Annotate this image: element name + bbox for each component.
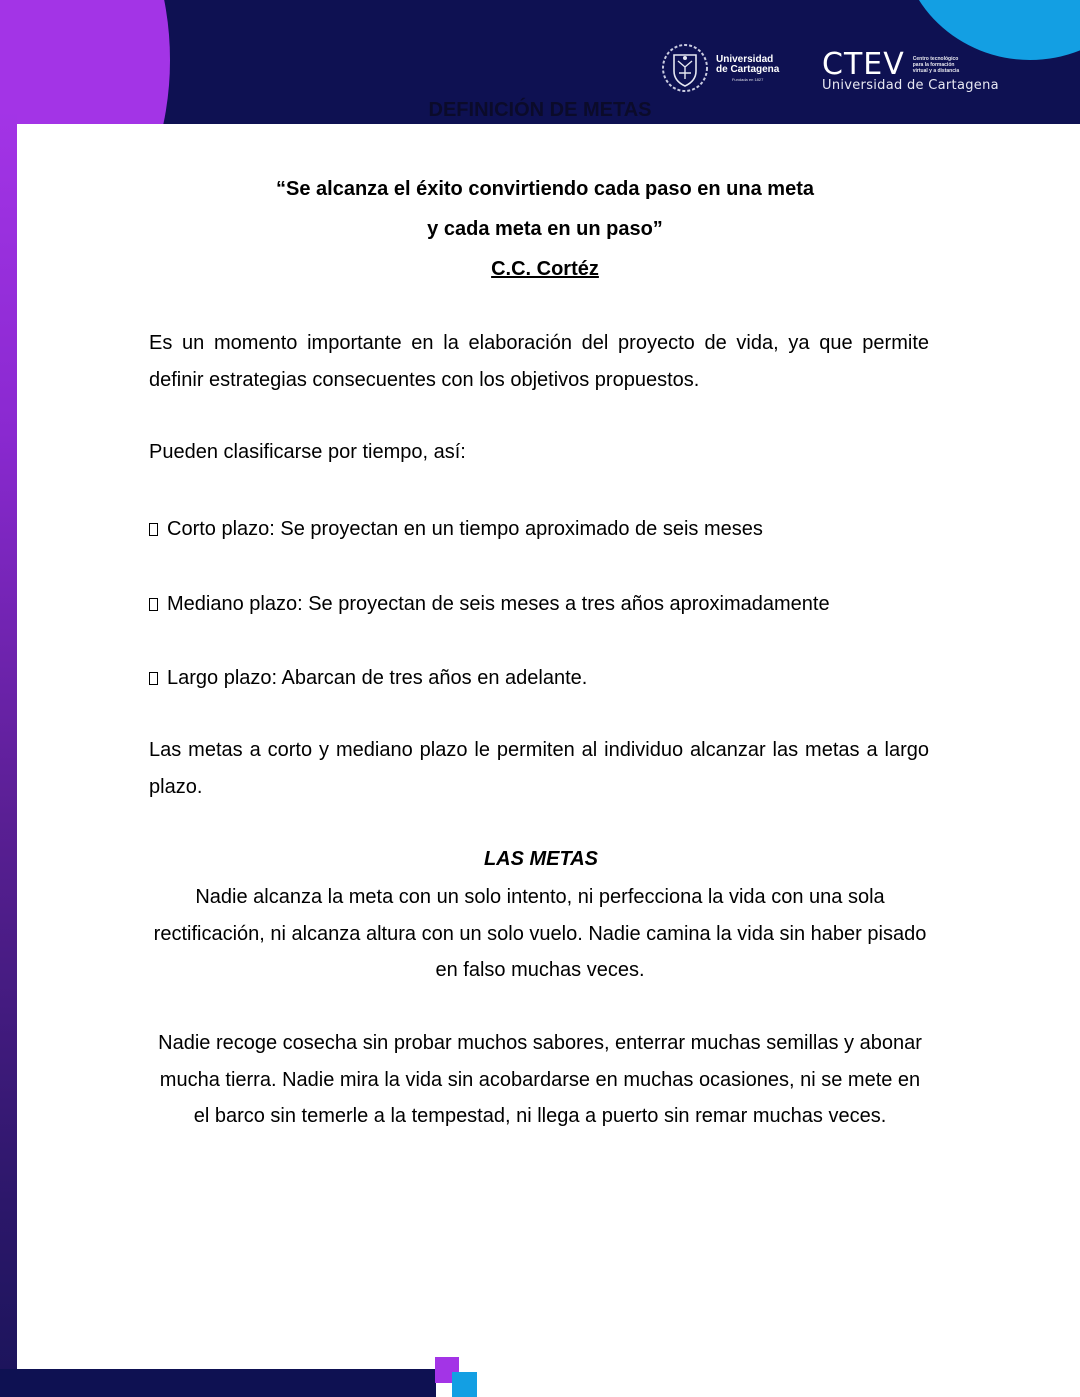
ctev-description: Centro tecnológico para la formación virtual y a distancia <box>912 56 960 74</box>
list-item-text: Largo plazo: Abarcan de tres años en adelante. <box>167 667 588 689</box>
poem-title: LAS METAS <box>483 848 599 870</box>
poem-stanza-2: Nadie recoge cosecha sin probar muchos sabores, enterrar muchas semillas y abonar mucha tierra. Nadie mira la vida sin acobardarse en muchas ocasiones, ni se mete en el barco sin temerle a la tempestad, ni llega a puerto sin remar muchas veces. <box>158 1032 922 1127</box>
poem-stanza-1: Nadie alcanza la meta con un solo intento, ni perfecciona la vida con una sola rectificación, ni alcanza altura con un solo vuelo. Nadie camina la vida sin haber pisado en falso muchas veces. <box>153 886 927 981</box>
ctev-mark: CTEV <box>822 47 905 82</box>
quote-author: C.C. Cortéz <box>491 258 599 280</box>
cyan-decor-shape <box>900 0 1080 60</box>
university-crest-icon <box>660 43 710 93</box>
list-item-short-term <box>149 518 763 541</box>
intro-paragraph: Es un momento importante en la elaboración del proyecto de vida, ya que permite definir estrategias consecuentes con los objetivos propuestos. <box>149 332 929 391</box>
page-title-text: DEFINICIÓN DE METAS <box>428 99 652 121</box>
footer-bar <box>0 1369 436 1397</box>
quote-line-1: “Se alcanza el éxito convirtiendo cada paso en una meta <box>276 178 814 200</box>
udc-line2: de Cartagena <box>716 63 780 75</box>
ctev-logo <box>822 47 999 93</box>
udc-line1: Universidad <box>716 53 774 65</box>
list-item-long-term <box>149 667 587 690</box>
classify-paragraph: Pueden clasificarse por tiempo, así: <box>149 441 466 463</box>
ctev-subtitle: Universidad de Cartagena <box>822 78 999 93</box>
page-title <box>0 99 1080 122</box>
list-item-medium-term <box>149 593 830 616</box>
universidad-de-cartagena-logo <box>660 43 779 93</box>
list-item-text: Mediano plazo: Se proyectan de seis meses a tres años aproximadamente <box>167 593 830 615</box>
summary-paragraph: Las metas a corto y mediano plazo le permiten al individuo alcanzar las metas a largo plazo. <box>149 739 929 798</box>
quote-line-2: y cada meta en un paso” <box>427 218 663 240</box>
square-bullet-icon <box>149 523 158 536</box>
cyan-square-decor <box>452 1372 477 1397</box>
list-item-text: Corto plazo: Se proyectan en un tiempo aproximado de seis meses <box>167 518 763 540</box>
square-bullet-icon <box>149 598 158 611</box>
udc-founded: Fundada en 1827 <box>731 76 764 82</box>
square-bullet-icon <box>149 672 158 685</box>
left-gradient-strip <box>0 110 17 1397</box>
